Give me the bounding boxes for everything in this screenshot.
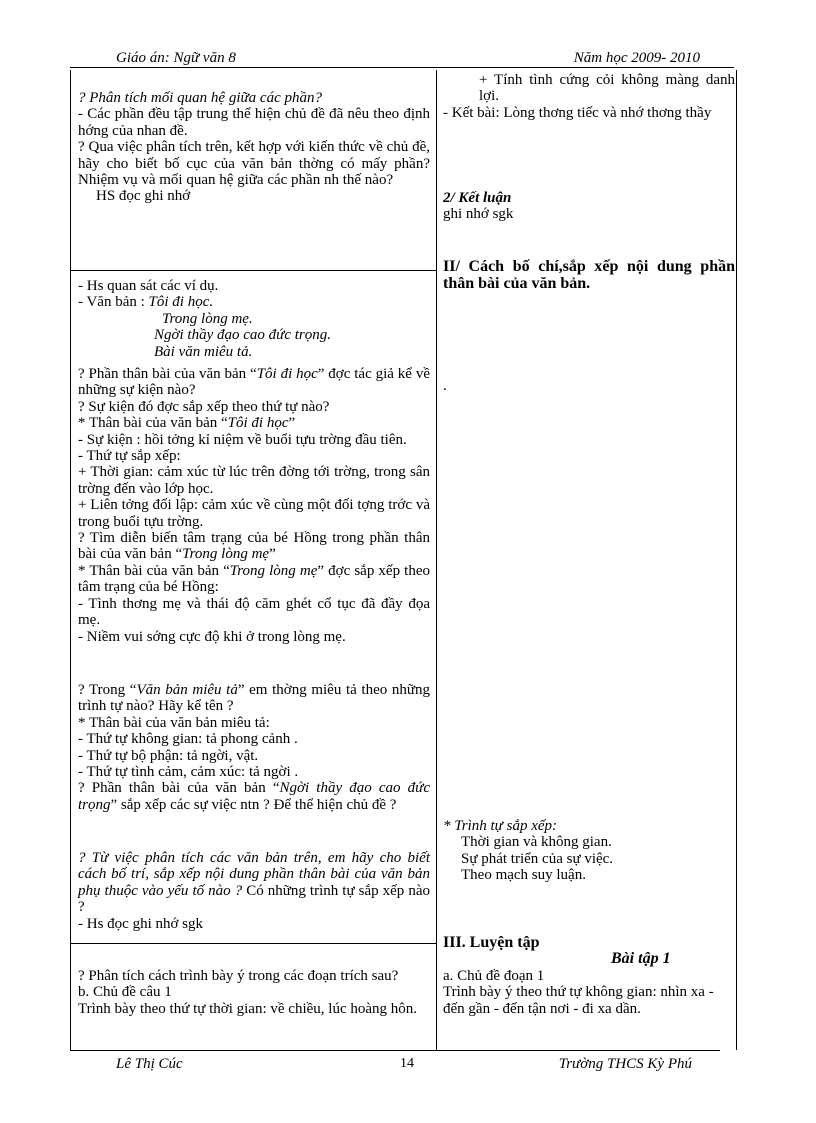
row-divider <box>70 943 436 944</box>
association-order: + Liên tởng đối lập: cảm xúc về cùng một đối tợng trớc và trong buổi tựu trờng. <box>78 497 430 530</box>
hs-read-sgk: - Hs đọc ghi nhớ sgk <box>78 915 204 932</box>
trait-text: + Tính tình cứng cỏi không màng danh lợi. <box>479 72 735 105</box>
feeling-order: - Thứ tự tình cảm, cảm xúc: tả ngời . <box>78 764 299 781</box>
conclusion-text: ghi nhớ sgk <box>443 206 514 223</box>
space-order: - Thứ tự không gian: tả phong cảnh . <box>78 731 298 748</box>
table-border-left <box>70 70 71 1050</box>
exercise-title: Bài tập 1 <box>611 950 671 968</box>
conclusion-title: 2/ Kết luận <box>443 190 512 206</box>
stray-dot: . <box>443 378 447 394</box>
hs-observe: - Hs quan sát các ví dụ. <box>78 278 219 294</box>
a-order: Trình bày ý theo thứ tự không gian: nhìn xa - đến gần - đến tận nơi - đi xa dần. <box>443 984 714 1017</box>
time-order: + Thời gian: cảm xúc từ lúc trên đờng tới trờng, trong sân trờng đến vào lớp học. <box>78 464 430 497</box>
header-subject: Giáo án: Ngữ văn 8 <box>116 50 236 66</box>
parts-order: - Thứ tự bộ phận: tả ngời, vật. <box>78 747 259 764</box>
love-text: - Tình thơng mẹ và thái độ căm ghét cổ tục đã đầy đọa mẹ. <box>78 595 430 629</box>
header-school-year: Năm học 2009- 2010 <box>573 50 700 66</box>
table-border-right <box>736 70 737 1050</box>
question-analyze: ? Phân tích cách trình bày ý trong các đoạn trích sau? <box>78 968 399 984</box>
page-number: 14 <box>400 1056 414 1071</box>
question-structure: ? Qua việc phân tích trên, kết hợp với kiến thức về chủ đề, hãy cho biết bố cục của văn bản thờng có mấy phần? Nhiệm vụ và mối quan hệ giữa các phần nh thế nào? <box>78 139 430 189</box>
b-topic: b. Chủ đề câu 1 <box>78 984 172 1001</box>
hs-read-note: HS đọc ghi nhớ <box>96 188 191 205</box>
question-teacher: ? Phần thân bài của văn bản “Ngời thầy đạo cao đức trọng” sắp xếp các sự việc ntn ? Để thể hiện chủ đề ? <box>78 780 430 813</box>
body-toi-di-hoc: * Thân bài của văn bản “Tôi đi học” <box>78 415 296 432</box>
table-border-middle <box>436 70 437 1050</box>
joy-text: - Niềm vui sớng cực độ khi ở trong lòng mẹ. <box>78 628 346 645</box>
sequence-label: * Trình tự sắp xếp: <box>443 818 558 834</box>
body-description: * Thân bài của văn bản miêu tả: <box>78 714 270 731</box>
sequence-item: Theo mạch suy luận. <box>461 867 586 884</box>
text-title: Tôi đi học. <box>148 294 214 311</box>
question-order: ? Sự kiện đó đợc sắp xếp theo thứ tự nào? <box>78 398 330 415</box>
b-order: Trình bày theo thứ tự thời gian: về chiều, lúc hoàng hôn. <box>78 1000 418 1017</box>
section-2-title: II/ Cách bố chí,sắp xếp nội dung phần thân bài của văn bản. <box>443 258 735 292</box>
question-description: ? Trong “Văn bản miêu tả” em thờng miêu tả theo những trình tự nào? Hãy kể tên ? <box>78 682 430 715</box>
question-from-analysis: ? Từ việc phân tích các văn bản trên, em hãy cho biết cách bố trí, sắp xếp nội dung phần thân bài của văn bản phụ thuộc vào yếu tố nào ? Có những trình tự sắp xếp nào ? <box>78 850 431 916</box>
question-mood: ? Tìm diễn biến tâm trạng của bé Hồng trong phần thân bài của văn bản “Trong lòng mẹ” <box>78 530 430 563</box>
order-label: - Thứ tự sắp xếp: <box>78 448 181 465</box>
text-list-item: Bài văn miêu tả. <box>154 343 253 360</box>
text-list-item: Ngời thầy đạo cao đức trọng. <box>154 327 332 344</box>
sequence-item: Sự phát triển của sự việc. <box>461 850 614 867</box>
focus-text: - Các phần đều tập trung thể hiện chủ đề đã nêu theo định hớng của nhan đề. <box>78 106 430 139</box>
footer-school: Trường THCS Kỳ Phú <box>558 1056 692 1072</box>
header-rule <box>70 67 734 68</box>
footer-author: Lê Thị Cúc <box>116 1056 183 1072</box>
sequence-item: Thời gian và không gian. <box>461 834 612 851</box>
event-text: - Sự kiện : hồi tởng kỉ niệm về buổi tựu trờng đầu tiên. <box>78 431 407 448</box>
ending-text: - Kết bài: Lòng thơng tiếc và nhớ thơng thầy <box>443 104 712 121</box>
text-list-item: Trong lòng mẹ. <box>162 310 253 327</box>
body-trong-long-me: * Thân bài của văn bản “Trong lòng mẹ” đợc sắp xếp theo tâm trạng của bé Hồng: <box>78 562 430 596</box>
row-divider <box>70 270 436 271</box>
table-border-bottom <box>70 1050 720 1051</box>
question-events: ? Phần thân bài của văn bản “Tôi đi học” đợc tác giả kể về những sự kiện nào? <box>78 366 430 399</box>
question-relation: ? Phân tích mối quan hệ giữa các phần? <box>78 90 322 106</box>
text-list-item: - Văn bản : Tôi đi học. <box>78 294 214 311</box>
practice-title: III. Luyện tập <box>443 934 540 951</box>
a-topic: a. Chủ đề đoạn 1 <box>443 967 545 984</box>
